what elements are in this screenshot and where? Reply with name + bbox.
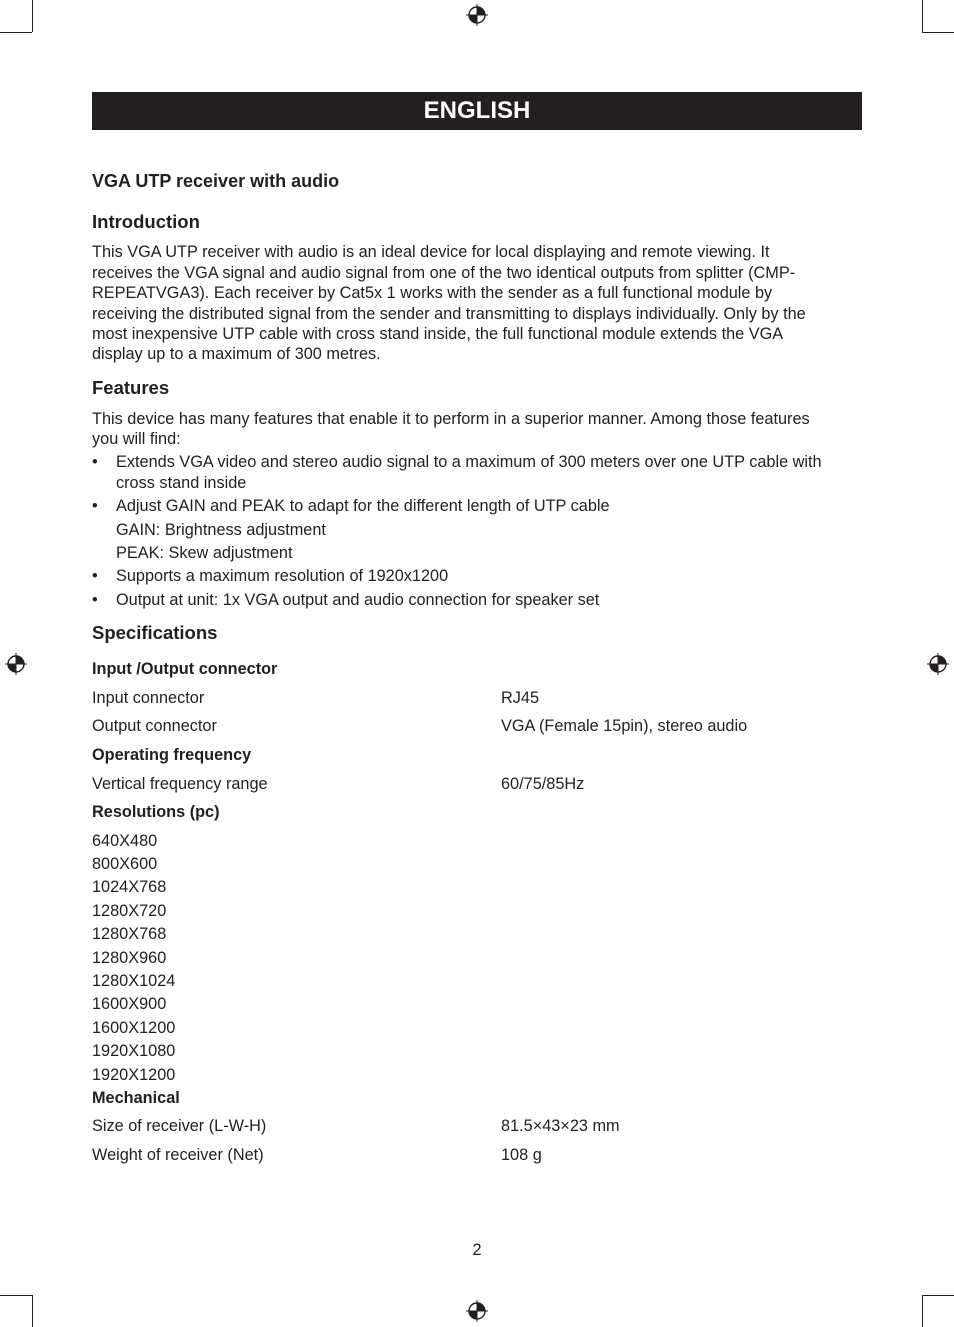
bullet-icon: •: [92, 453, 98, 471]
resolution-item: 1280X1024: [92, 972, 176, 990]
crop-mark-bottom-left-h: [0, 1295, 32, 1296]
feature-item: Adjust GAIN and PEAK to adapt for the different length of UTP cable: [116, 497, 610, 515]
crop-mark-bottom-left-v: [32, 1295, 33, 1327]
crop-mark-bottom-right-v: [922, 1295, 923, 1327]
introduction-heading: Introduction: [92, 211, 200, 232]
crop-mark-top-right-h: [922, 32, 954, 33]
resolution-item: 640X480: [92, 832, 158, 850]
introduction-line: receives the VGA signal and audio signal from one of the two identical outputs from splitter (CMP-: [92, 264, 796, 282]
features-heading: Features: [92, 377, 170, 398]
features-intro-line: you will find:: [92, 430, 181, 448]
spec-label: Output connector: [92, 717, 217, 735]
spec-value: 108 g: [501, 1146, 542, 1164]
spec-value: RJ45: [501, 689, 540, 707]
feature-item: Output at unit: 1x VGA output and audio connection for speaker set: [116, 591, 600, 609]
spec-label: Weight of receiver (Net): [92, 1146, 264, 1164]
resolution-item: 1920X1080: [92, 1042, 176, 1060]
spec-value: 60/75/85Hz: [501, 775, 585, 793]
bullet-icon: •: [92, 567, 98, 585]
resolution-item: 1920X1200: [92, 1066, 176, 1084]
features-intro-line: This device has many features that enable it to perform in a superior manner. Among those features: [92, 410, 810, 428]
resolution-item: 1280X768: [92, 925, 167, 943]
page-number: 2: [472, 1241, 482, 1259]
language-banner: ENGLISH: [92, 92, 862, 130]
spec-group-heading: Mechanical: [92, 1089, 180, 1107]
introduction-line: display up to a maximum of 300 metres.: [92, 345, 381, 363]
resolution-item: 800X600: [92, 855, 158, 873]
feature-sub-item: PEAK: Skew adjustment: [116, 544, 293, 562]
resolution-item: 1024X768: [92, 878, 167, 896]
bullet-icon: •: [92, 591, 98, 609]
spec-label: Input connector: [92, 689, 205, 707]
spec-group-heading: Resolutions (pc): [92, 803, 220, 821]
introduction-line: most inexpensive UTP cable with cross stand inside, the full functional module extends the VGA: [92, 325, 784, 343]
resolution-item: 1280X960: [92, 949, 167, 967]
spec-group-heading: Input /Output connector: [92, 660, 278, 678]
resolution-item: 1280X720: [92, 902, 167, 920]
feature-item: Supports a maximum resolution of 1920x1200: [116, 567, 449, 585]
crop-mark-bottom-right-h: [922, 1295, 954, 1296]
feature-item: Extends VGA video and stereo audio signal to a maximum of 300 meters over one UTP cable with: [116, 453, 822, 471]
spec-label: Vertical frequency range: [92, 775, 268, 793]
crop-mark-top-right-v: [922, 0, 923, 32]
spec-label: Size of receiver (L-W-H): [92, 1117, 267, 1135]
resolution-item: 1600X1200: [92, 1019, 176, 1037]
crop-mark-top-left-h: [0, 32, 32, 33]
resolution-item: 1600X900: [92, 995, 167, 1013]
spec-group-heading: Operating frequency: [92, 746, 252, 764]
bullet-icon: •: [92, 497, 98, 515]
specifications-heading: Specifications: [92, 622, 218, 643]
introduction-line: REPEATVGA3). Each receiver by Cat5x 1 works with the sender as a full functional module by: [92, 284, 773, 302]
introduction-line: This VGA UTP receiver with audio is an ideal device for local displaying and remote viewing. It: [92, 243, 770, 261]
registration-mark-icon: [466, 4, 488, 26]
crop-mark-top-left-v: [32, 0, 33, 32]
registration-mark-icon: [927, 653, 949, 675]
feature-item-continued: cross stand inside: [116, 474, 247, 492]
document-title: VGA UTP receiver with audio: [92, 171, 340, 191]
spec-value: 81.5×43×23 mm: [501, 1117, 620, 1135]
spec-value: VGA (Female 15pin), stereo audio: [501, 717, 748, 735]
registration-mark-icon: [5, 653, 27, 675]
feature-sub-item: GAIN: Brightness adjustment: [116, 521, 326, 539]
introduction-line: receiving the distributed signal from the sender and transmitting to displays individually. Only by the: [92, 305, 806, 323]
registration-mark-icon: [466, 1300, 488, 1322]
